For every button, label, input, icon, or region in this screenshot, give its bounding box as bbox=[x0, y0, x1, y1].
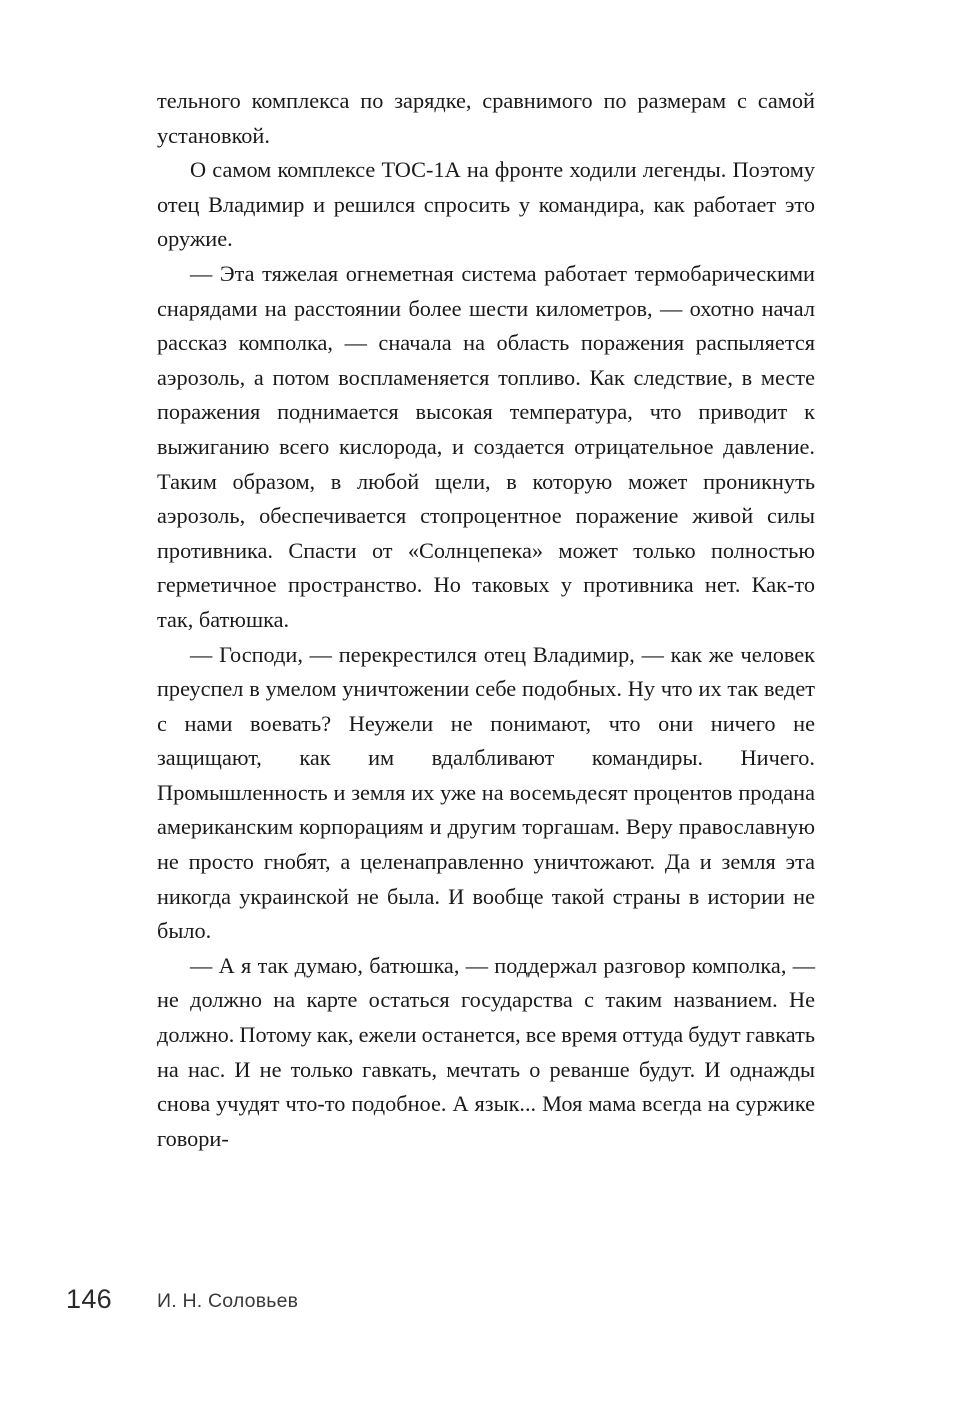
paragraph-tos1a-legends: О самом комплексе ТОС-1А на фронте ходили легенды. Поэтому отец Владимир и решился спросить у командира, как работает это оружие. bbox=[157, 157, 815, 252]
running-head-author: И. Н. Соловьев bbox=[157, 1290, 299, 1312]
page-footer bbox=[0, 1283, 970, 1327]
body-text-column bbox=[157, 84, 815, 1156]
paragraph-continuation: тельного комплекса по зарядке, сравнимого по размерам с самой установкой. bbox=[157, 88, 815, 148]
paragraph-dialogue-father-vladimir: — Господи, — перекрестился отец Владимир, — как же человек преуспел в умелом уничтожении себе подобных. Ну что их так ведет с нами воевать? Неужели не понимают, что они ничего не защищают, как им вдалбливают командиры. Ничего. Промышленность и земля их уже на восемьдесят процентов продана американским корпорациям и другим торгашам. Веру православную не просто гнобят, а целенаправленно уничтожают. Да и земля эта никогда украинской не была. И вообще такой страны в истории не было. bbox=[157, 641, 815, 944]
page-number: 146 bbox=[66, 1284, 112, 1314]
paragraph-dialogue-commander-weapon: — Эта тяжелая огнеметная система работает термобарическими снарядами на расстоянии более шести километров, — охотно начал рассказ комполка, — сначала на область поражения распыляется аэрозоль, а потом воспламеняется топливо. Как следствие, в месте поражения поднимается высокая температура, что приводит к выжиганию всего кислорода, и создается отрицательное давление. Таким образом, в любой щели, в которую может проникнуть аэрозоль, обеспечивается стопроцентное поражение живой силы противника. Спасти от «Солнцепека» может только полностью герметичное пространство. Но таковых у противника нет. Как-то так, батюшка. bbox=[157, 260, 815, 632]
paragraph-dialogue-commander-reply: — А я так думаю, батюшка, — поддержал разговор комполка, — не должно на карте остаться государства с таким названием. Не должно. Потому как, ежели останется, все время оттуда будут гавкать на нас. И не только гавкать, мечтать о реванше будут. И однажды снова учудят что-то подобное. А язык... Моя мама всегда на суржике говори- bbox=[157, 952, 815, 1151]
